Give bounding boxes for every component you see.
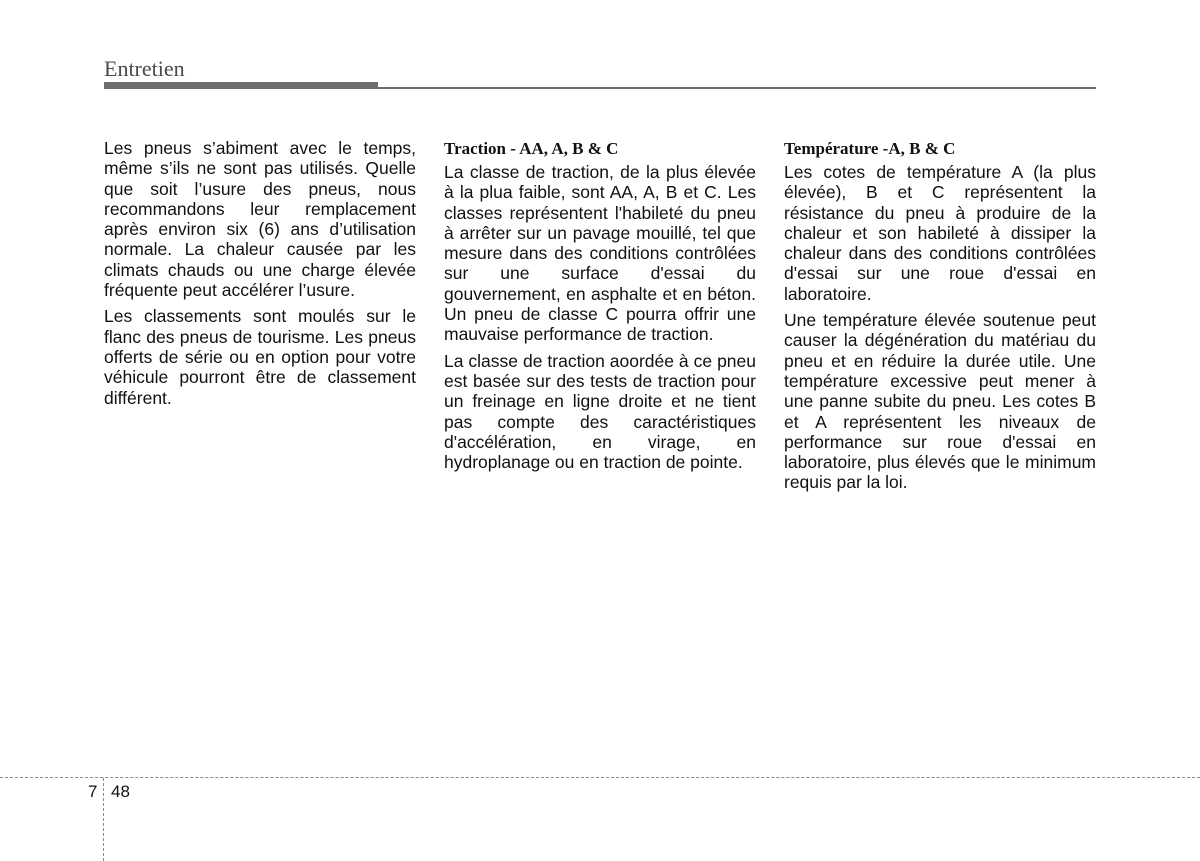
paragraph: Les pneus s’abiment avec le temps, même s’ils ne sont pas utilisés. Quelle que soit l’usure des pneus, nous recommandons leur remplacement après environ six (6) ans d’utilisation normale. La chaleur causée par les climats chauds ou une charge élevée fréquente peut accélérer l’usure. <box>104 138 416 301</box>
paragraph: Les classements sont moulés sur le flanc des pneus de tourisme. Les pneus offerts de série ou en option pour votre véhicule pourront être de classement différent. <box>104 306 416 408</box>
page-title: Entretien <box>104 56 185 81</box>
paragraph: Les cotes de température A (la plus élevée), B et C représentent la résistance du pneu à produire de la chaleur et son habileté à dissiper la chaleur dans des conditions contrôlées d'essai sur une roue d'essai en laboratoire. <box>784 162 1096 304</box>
paragraph: Une température élevée soutenue peut causer la dégénération du matériau du pneu et en réduire la durée utile. Une température excessive peut mener à une panne subite du pneu. Les cotes B et A représentent les niveaux de performance sur roue d'essai en laboratoire, plus élevés que le minimum requis par la loi. <box>784 310 1096 493</box>
section-heading-temperature: Température -A, B & C <box>784 139 956 158</box>
text-column-1 <box>104 138 416 414</box>
paragraph: La classe de traction aoordée à ce pneu est basée sur des tests de traction pour un freinage en ligne droite et ne tient pas compte des caractéristiques d'accélération, en virage, en hydroplanage ou en traction de pointe. <box>444 350 756 473</box>
text-column-2 <box>444 138 756 478</box>
page-number: 48 <box>111 782 130 801</box>
header-divider <box>104 87 1096 89</box>
footer-divider <box>0 777 1200 778</box>
footer-vertical-divider <box>103 778 104 861</box>
text-column-3 <box>784 138 1096 499</box>
paragraph: La classe de traction, de la plus élevée à la plua faible, sont AA, A, B et C. Les classes représentent l'habileté du pneu à arrêter sur un pavage mouillé, tel que mesure dans des conditions contrôlées sur une surface d'essai du gouvernement, en asphalte et en béton. Un pneu de classe C pourra offrir une mauvaise performance de traction. <box>444 162 756 345</box>
section-heading-traction: Traction - AA, A, B & C <box>444 139 619 158</box>
chapter-number: 7 <box>88 782 98 801</box>
